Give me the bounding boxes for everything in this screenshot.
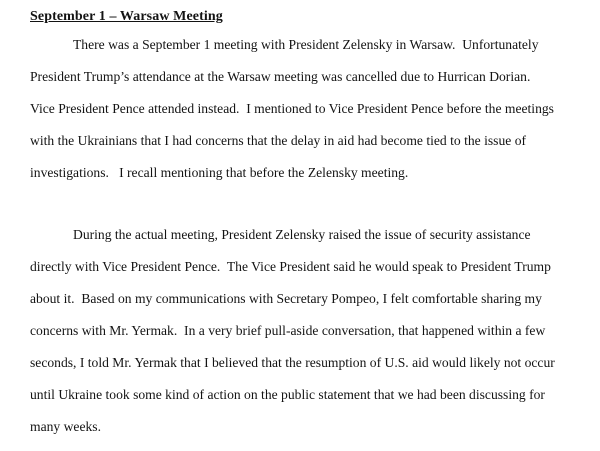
text-line: about it. Based on my communications with Secretary Pompeo, I felt comfortable sharing my [30,291,542,306]
text-line: concerns with Mr. Yermak. In a very brief pull-aside conversation, that happened within a few [30,323,546,338]
text-line: President Trump’s attendance at the Warsaw meeting was cancelled due to Hurrican Dorian. [30,69,531,84]
document-heading: September 1 – Warsaw Meeting [30,9,223,24]
text-line: directly with Vice President Pence. The Vice President said he would speak to President Trump [30,259,551,274]
text-line: Vice President Pence attended instead. I mentioned to Vice President Pence before the meetings [30,101,554,116]
paragraph-actual-meeting [30,219,586,443]
text-line: seconds, I told Mr. Yermak that I believed that the resumption of U.S. aid would likely not occur [30,355,555,370]
text-line: investigations. I recall mentioning that before the Zelensky meeting. [30,165,409,180]
text-line: During the actual meeting, President Zelensky raised the issue of security assistance [73,227,531,242]
text-line: with the Ukrainians that I had concerns that the delay in aid had become tied to the issue of [30,133,527,148]
paragraph-warsaw-meeting [30,29,586,189]
text-line: many weeks. [30,419,101,434]
text-line: There was a September 1 meeting with President Zelensky in Warsaw. Unfortunately [73,37,539,52]
text-line: until Ukraine took some kind of action on the public statement that we had been discussing for [30,387,545,402]
